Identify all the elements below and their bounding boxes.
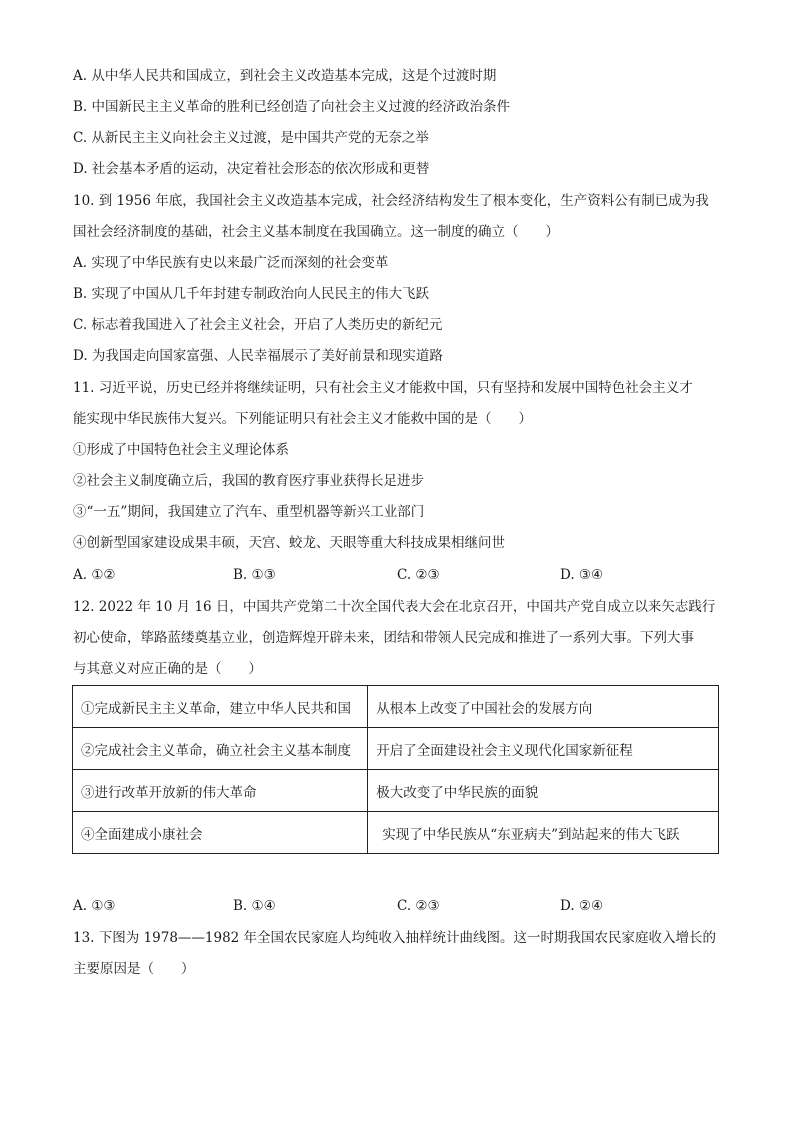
q12-stem-line-1: 12. 2022 年 10 月 16 日，中国共产党第二十次全国代表大会在北京召开，中国共产党自成立以来矢志践行 — [73, 599, 716, 615]
q10-stem-line-1: 10. 到 1956 年底，我国社会主义改造基本完成，社会经济结构发生了根本变化，生产资料公有制已成为我 — [73, 193, 709, 209]
q11-choice-b: B. ①③ — [233, 567, 276, 583]
q11-item-4: ④创新型国家建设成果丰硕，天宫、蛟龙、天眼等重大科技成果相继问世 — [73, 535, 505, 551]
table-row — [73, 728, 719, 770]
table-cell-event: ②完成社会主义革命，确立社会主义基本制度 — [73, 728, 368, 770]
table-cell-event: ①完成新民主主义革命，建立中华人民共和国 — [73, 686, 368, 728]
q12-choice-b: B. ①④ — [233, 898, 276, 914]
q13-stem-line-1: 13. 下图为 1978——1982 年全国农民家庭人均纯收入抽样统计曲线图。这一时期我国农民家庭收入增长的 — [73, 930, 717, 946]
q10-option-b: B. 实现了中国从几千年封建专制政治向人民民主的伟大飞跃 — [73, 286, 430, 302]
q9-option-b: B. 中国新民主主义革命的胜利已经创造了向社会主义过渡的经济政治条件 — [73, 99, 511, 115]
table-cell-meaning: 开启了全面建设社会主义现代化国家新征程 — [368, 728, 719, 770]
q12-stem-line-3: 与其意义对应正确的是（ ） — [73, 661, 262, 677]
q11-choice-a: A. ①② — [73, 567, 116, 583]
q12-stem-line-2: 初心使命，筚路蓝缕奠基立业，创造辉煌开辟未来，团结和带领人民完成和推进了一系列大事。下列大事 — [73, 630, 694, 646]
q9-option-a: A. 从中华人民共和国成立，到社会主义改造基本完成，这是个过渡时期 — [73, 68, 497, 84]
q12-choice-c: C. ②③ — [397, 898, 440, 914]
q12-match-table — [72, 685, 719, 854]
q10-option-a: A. 实现了中华民族有史以来最广泛而深刻的社会变革 — [73, 255, 389, 271]
table-cell-event: ③进行改革开放新的伟大革命 — [73, 770, 368, 812]
q10-stem-line-2: 国社会经济制度的基础，社会主义基本制度在我国确立。这一制度的确立（ ） — [73, 224, 559, 240]
q9-option-d: D. 社会基本矛盾的运动，决定着社会形态的依次形成和更替 — [73, 161, 430, 177]
table-row — [73, 812, 719, 854]
q11-item-2: ②社会主义制度确立后，我国的教育医疗事业获得长足进步 — [73, 473, 424, 489]
table-cell-meaning: 从根本上改变了中国社会的发展方向 — [368, 686, 719, 728]
q11-stem-line-2: 能实现中华民族伟大复兴。下列能证明只有社会主义才能救中国的是（ ） — [73, 411, 532, 427]
table-row — [73, 770, 719, 812]
q11-item-3: ③“一五”期间，我国建立了汽车、重型机器等新兴工业部门 — [73, 504, 425, 520]
table-cell-meaning: 实现了中华民族从“东亚病夫”到站起来的伟大飞跃 — [368, 812, 719, 854]
q11-choice-d: D. ③④ — [560, 567, 604, 583]
q9-option-c: C. 从新民主主义向社会主义过渡，是中国共产党的无奈之举 — [73, 130, 429, 146]
q11-choice-c: C. ②③ — [397, 567, 440, 583]
q13-stem-line-2: 主要原因是（ ） — [73, 961, 195, 977]
q12-choice-d: D. ②④ — [560, 898, 604, 914]
q10-option-c: C. 标志着我国进入了社会主义社会，开启了人类历史的新纪元 — [73, 317, 443, 333]
table-cell-event: ④全面建成小康社会 — [73, 812, 368, 854]
q10-option-d: D. 为我国走向国家富强、人民幸福展示了美好前景和现实道路 — [73, 348, 443, 364]
q11-stem-line-1: 11. 习近平说，历史已经并将继续证明，只有社会主义才能救中国，只有坚持和发展中国特色社会主义才 — [73, 380, 693, 396]
q11-item-1: ①形成了中国特色社会主义理论体系 — [73, 442, 289, 458]
q12-choice-a: A. ①③ — [73, 898, 116, 914]
table-cell-meaning: 极大改变了中华民族的面貌 — [368, 770, 719, 812]
table-row — [73, 686, 719, 728]
